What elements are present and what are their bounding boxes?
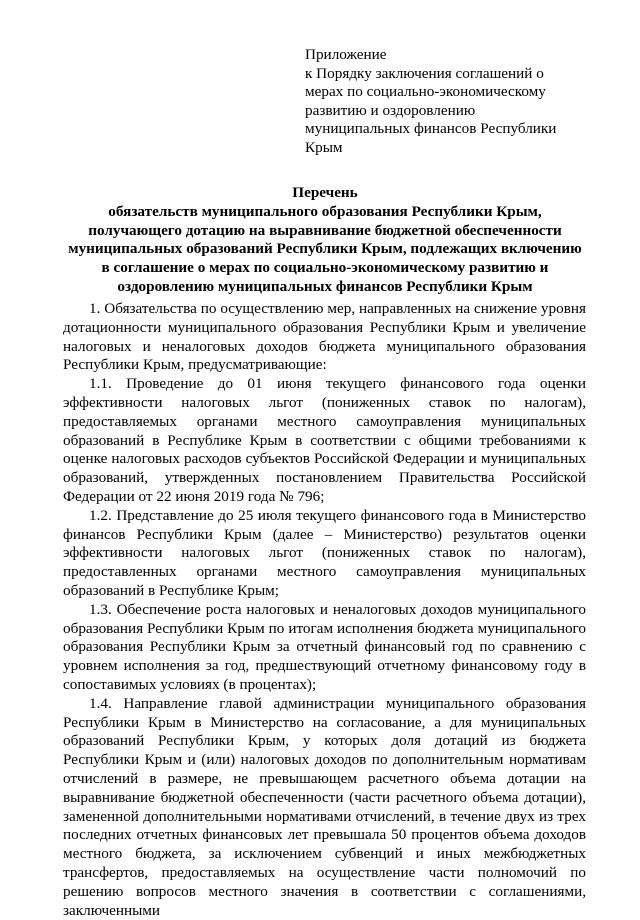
title-line: получающего дотацию на выравнивание бюджетной обеспеченности <box>88 221 562 239</box>
paragraph-1-3: 1.3. Обеспечение роста налоговых и неналоговых доходов муниципального образования Республики Крым по итогам исполнения бюджета муниципального образования Республики Крым за отчетный финансовый год по сравнению с уровнем исполнения за год, предшествующий отчетному финансовому году в сопоставимых условиях (в процентах); <box>63 600 586 693</box>
appendix-line: Приложение <box>305 46 387 63</box>
title-line: обязательств муниципального образования Республики Крым, <box>108 202 542 220</box>
paragraph-1-4: 1.4. Направление главой администрации муниципального образования Республики Крым в Министерство на согласование, а для муниципальных образований Республики Крым, у которых доля дотаций из бюджета Республики Крым и (или) налоговых доходов по дополнительным нормативам отчислений в размере, не превышающем расчетного объема дотации на выравнивание бюджетной обеспеченности (части расчетного объема дотации), замененной дополнительными нормативами отчислений, в течение двух из трех последних отчетных финансовых лет превышала 50 процентов объема доходов местного бюджета, за исключением субвенций и иных межбюджетных трансфертов, предоставляемых на осуществление части полномочий по решению вопросов местного значения в соответствии с соглашениями, заключенными <box>63 694 586 919</box>
title-line: в соглашение о мерах по социально-экономическому развитию и <box>101 259 549 277</box>
title-line: муниципальных образований Республики Крым, подлежащих включению <box>68 240 582 258</box>
appendix-line: мерах по социально-экономическому <box>305 83 546 101</box>
appendix-line: муниципальных финансов Республики <box>305 120 557 138</box>
appendix-header <box>305 46 556 158</box>
title-line: Перечень <box>292 184 358 201</box>
appendix-line: к Порядку заключения соглашений о <box>305 64 544 82</box>
paragraph-1-2: 1.2. Представление до 25 июля текущего финансового года в Министерство финансов Республики Крым (далее – Министерство) результатов оценки эффективности налоговых льгот (пониженных ставок по налогам), предоставленных органами местного самоуправления муниципальных образований в Республике Крым; <box>63 506 586 599</box>
appendix-line: Крым <box>305 138 343 156</box>
paragraph-1: 1. Обязательства по осуществлению мер, направленных на снижение уровня дотационности муниципального образования Республики Крым и увеличение налоговых и неналоговых доходов бюджета муниципального образования Республики Крым, предусматривающие: <box>63 300 586 374</box>
document-title <box>40 184 610 297</box>
paragraph-1-1: 1.1. Проведение до 01 июня текущего финансового года оценки эффективности налоговых льгот (пониженных ставок по налогам), предоставляемых органами местного самоуправления муниципальных образований в Республике Крым в соответствии с общими требованиями к оценке налоговых расходов субъектов Российской Федерации и муниципальных образований, утвержденных постановлением Правительства Российской Федерации от 22 июня 2019 года № 796; <box>63 375 586 505</box>
title-line: оздоровлению муниципальных финансов Республики Крым <box>117 277 533 295</box>
document-body <box>63 300 586 920</box>
appendix-line: развитию и оздоровлению <box>305 101 476 119</box>
